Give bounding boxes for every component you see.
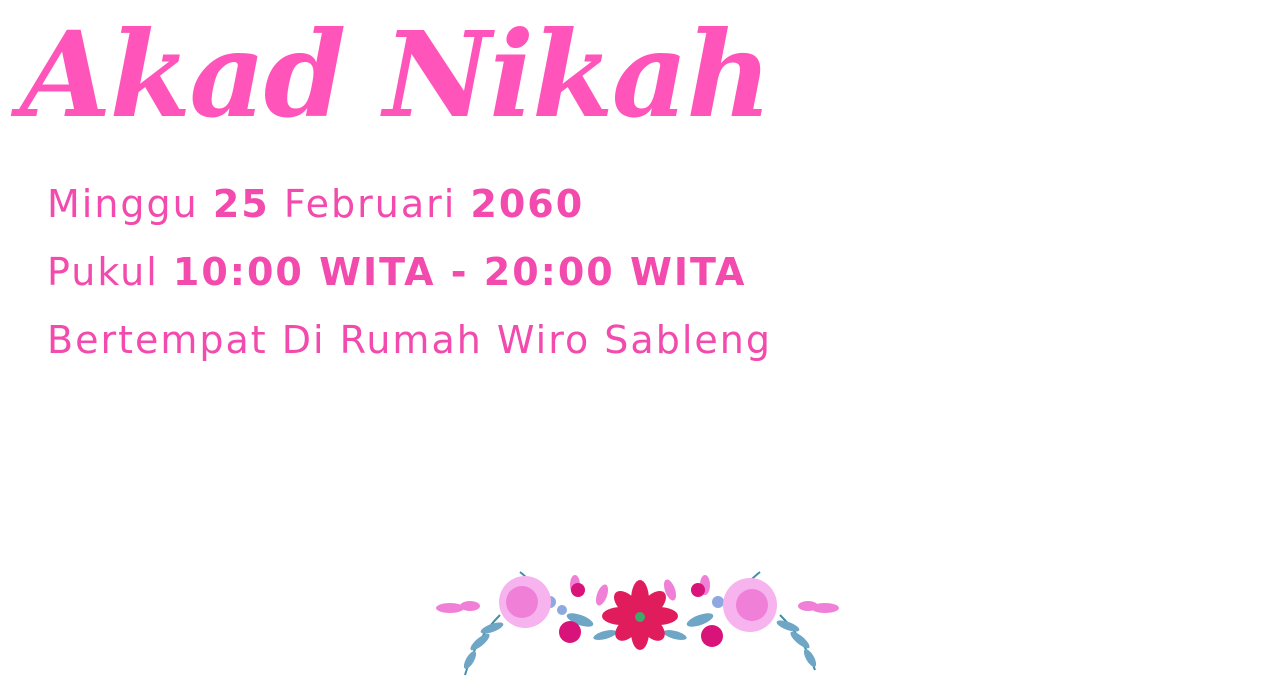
time-range: 10:00 WITA - 20:00 WITA <box>172 250 747 294</box>
year: 2060 <box>470 182 585 226</box>
event-title: Akad Nikah <box>20 5 771 144</box>
event-time <box>47 240 772 308</box>
month-name: Februari <box>283 182 457 226</box>
event-date <box>47 172 772 240</box>
event-venue: Bertempat Di Rumah Wiro Sableng <box>47 318 772 362</box>
day-number: 25 <box>212 182 270 226</box>
day-name: Minggu <box>47 182 199 226</box>
floral-garland-icon <box>430 560 850 683</box>
event-details <box>47 172 772 376</box>
time-prefix: Pukul <box>47 250 159 294</box>
